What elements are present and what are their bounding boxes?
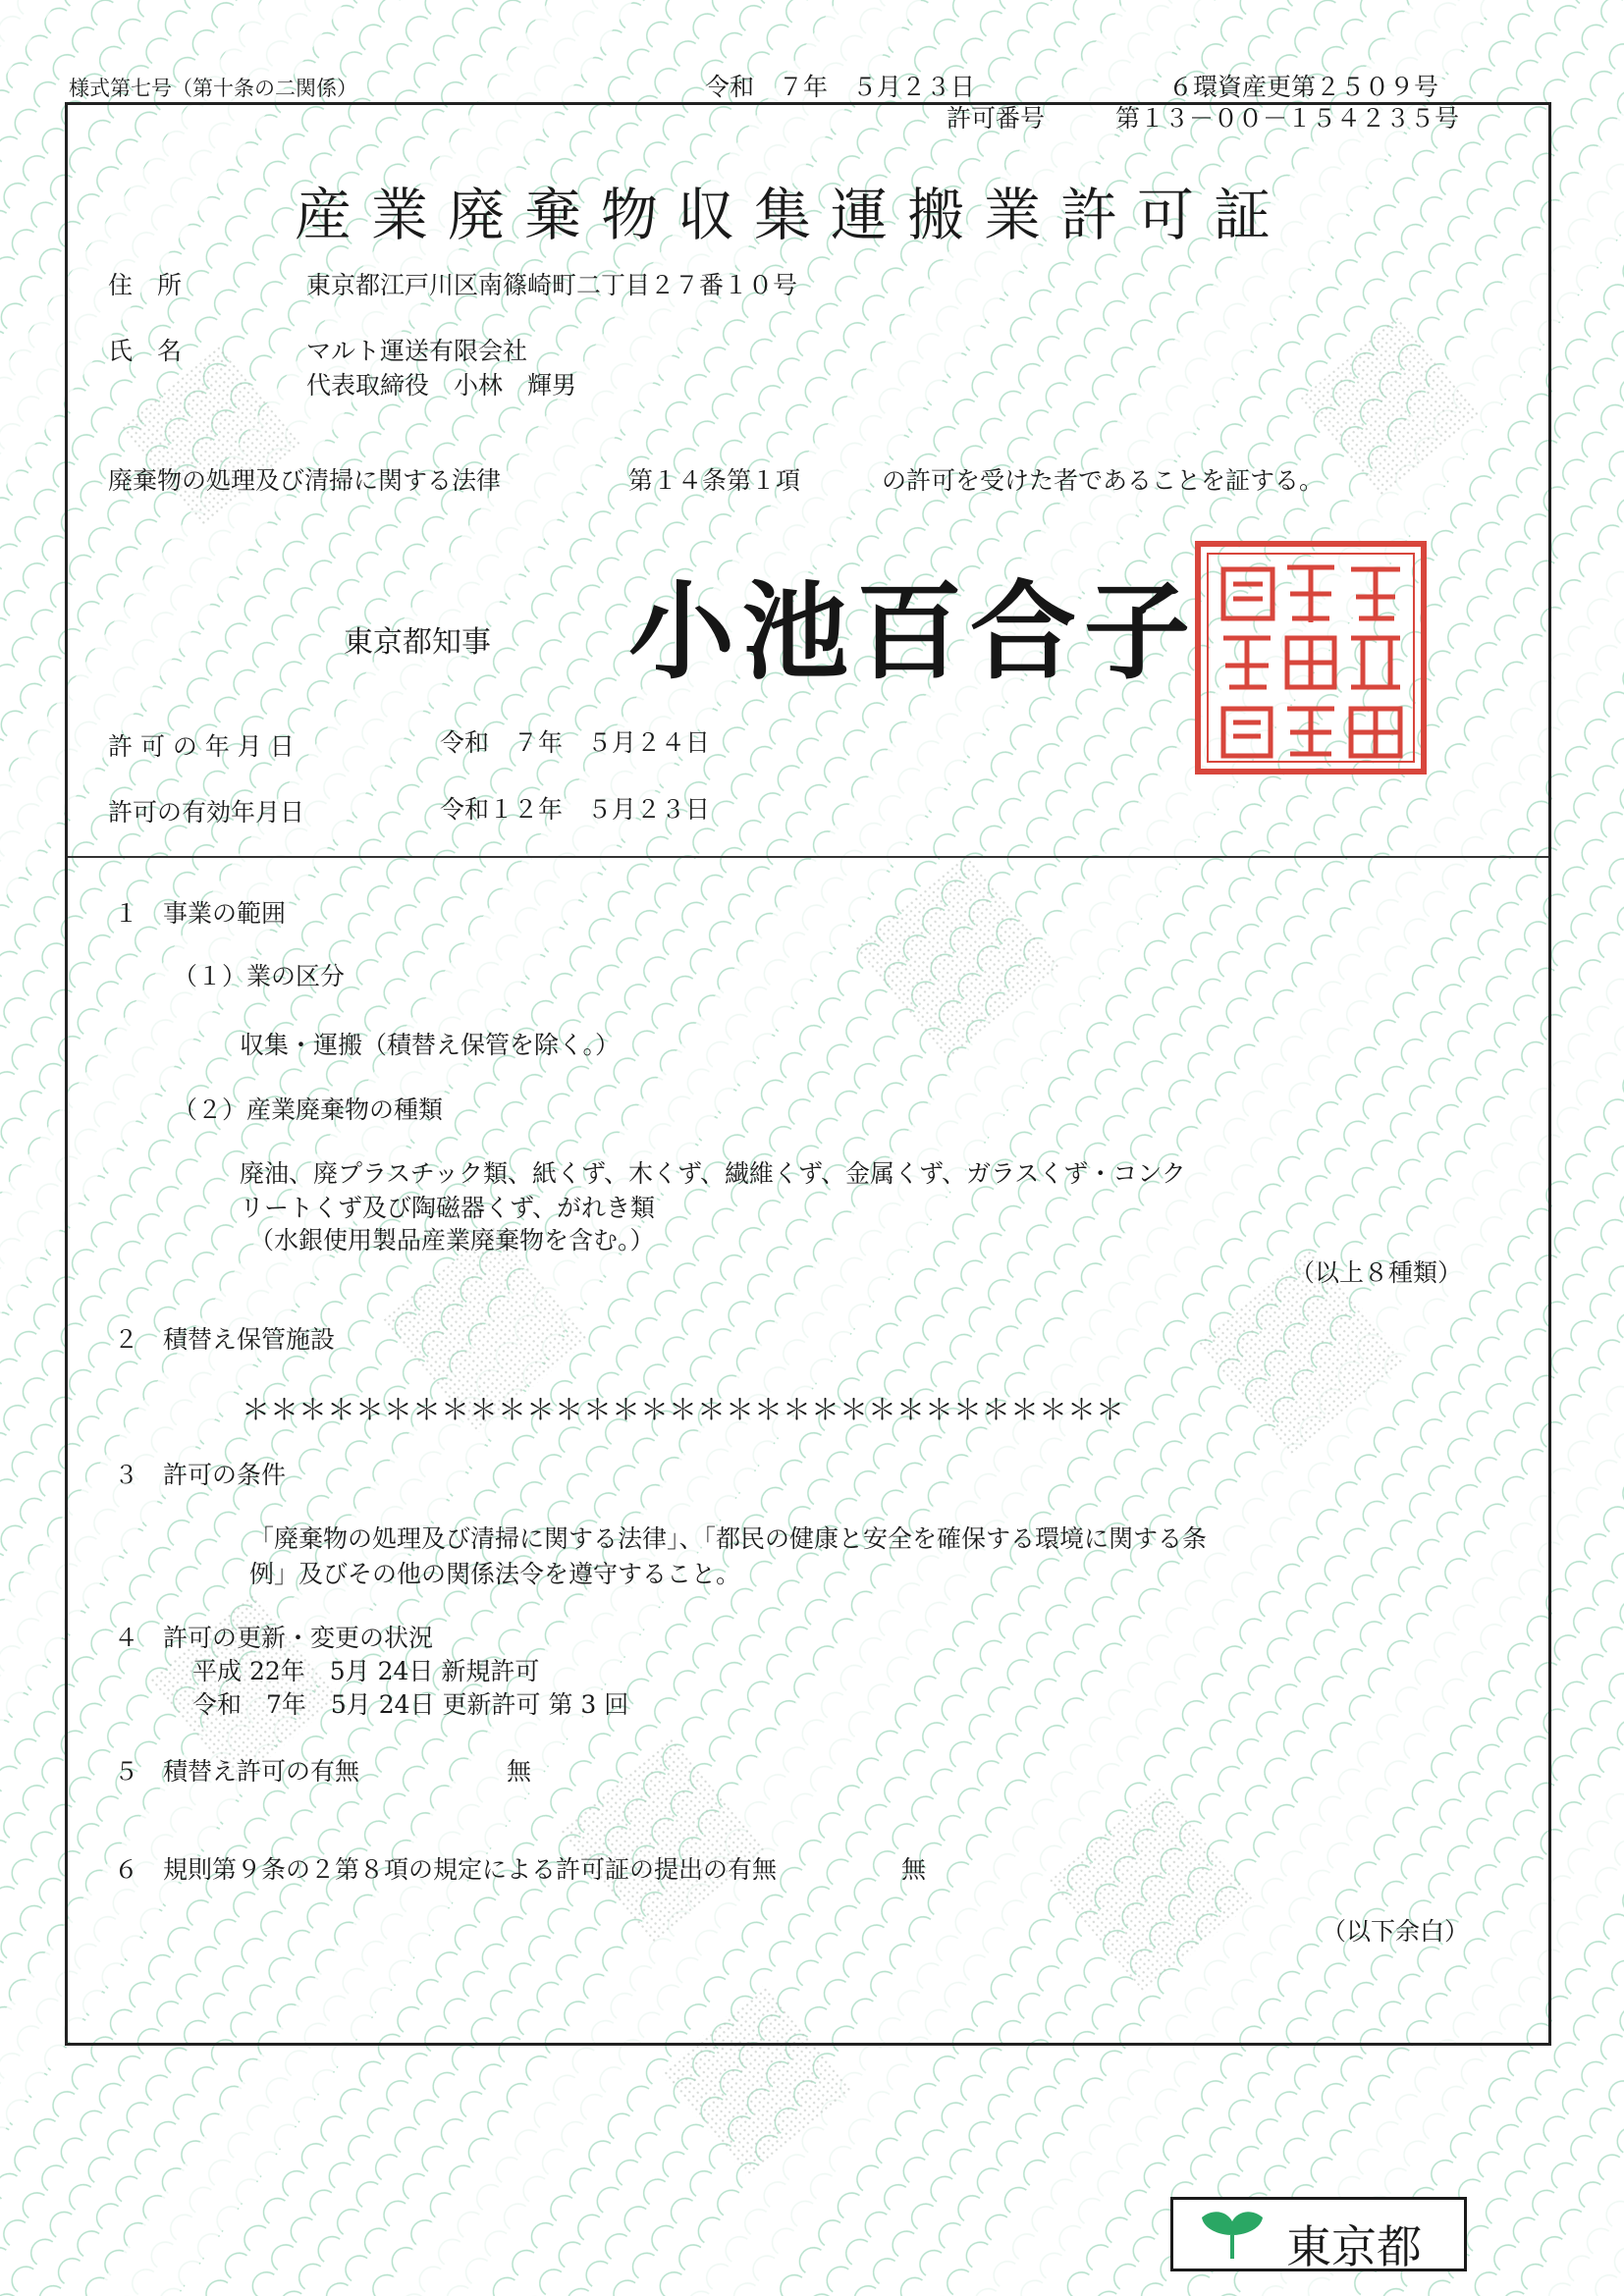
permit-submission-value: 無 [901,1855,927,1884]
conditions-line-2: 例」及びその他の関係法令を遵守すること。 [249,1560,741,1588]
company-name: マルト運送有限会社 [306,337,528,365]
permit-date-value: 令和 ７年 ５月２４日 [440,728,711,757]
document-number: ６環資産更第２５０９号 [1168,73,1439,101]
certification-statement: の許可を受けた者であることを証する。 [882,466,1325,495]
closing-note: （以下余白） [1322,1917,1470,1946]
conditions-line-1: 「廃棄物の処理及び清掃に関する法律」、「都民の健康と安全を確保する環境に関する条 [249,1524,1208,1553]
name-label: 氏 名 [108,337,183,365]
certificate-title: 産業廃棄物収集運搬業許可証 [295,182,1291,248]
section-1-heading: １ 事業の範囲 [114,899,287,928]
section-3-heading: ３ 許可の条件 [114,1461,287,1489]
section-divider [68,856,1548,858]
waste-types-line-1: 廃油、廃プラスチック類、紙くず、木くず、繊維くず、金属くず、ガラスくず・コンク [240,1159,1186,1188]
storage-facility-value: ＊＊＊＊＊＊＊＊＊＊＊＊＊＊＊＊＊＊＊＊＊＊＊＊＊＊＊＊＊＊＊ [242,1393,1125,1426]
section-5-heading: ５ 積替え許可の有無 [114,1757,360,1786]
history-line-1: 平成 22年 5月 24日 新規許可 [192,1657,540,1685]
issuer-title: 東京都知事 [344,625,491,660]
certification-article: 第１４条第１項 [628,466,801,495]
expiry-date-label: 許可の有効年月日 [108,798,305,827]
section-2-heading: ２ 積替え保管施設 [114,1325,336,1354]
business-category-body: 収集・運搬（積替え保管を除く。） [240,1031,621,1059]
governor-signature: 小池百合子 [628,570,1199,694]
section-4-heading: ４ 許可の更新・変更の状況 [114,1624,434,1652]
form-label: 様式第七号（第十条の二関係） [69,77,357,100]
waste-types-heading: （２）産業廃棄物の種類 [173,1095,444,1124]
permit-number-label: 許可番号 [947,104,1046,133]
business-category-heading: （１）業の区分 [173,962,346,990]
section-6-heading: ６ 規則第９条の２第８項の規定による許可証の提出の有無 [114,1855,778,1884]
permit-date-label: 許 可 の 年 月 日 [108,732,295,761]
official-seal [1194,540,1428,775]
certificate-frame [65,102,1551,2046]
representative-name: 代表取締役 小林 輝男 [306,371,577,400]
waste-types-line-2: リートくず及び陶磁器くず、がれき類 [240,1194,656,1222]
history-line-2: 令和 7年 5月 24日 更新許可 第 3 回 [192,1690,629,1719]
address-label: 住 所 [108,271,183,299]
permit-number-value: 第１３－００－１５４２３５号 [1115,104,1460,133]
certification-law: 廃棄物の処理及び清掃に関する法律 [108,466,502,495]
tokyo-logo-text: 東京都 [1286,2220,1422,2273]
ginkgo-leaf-icon [1198,2206,1267,2261]
waste-types-line-3: （水銀使用製品産業廃棄物を含む。） [249,1226,655,1255]
address-value: 東京都江戸川区南篠崎町二丁目２７番１０号 [306,271,798,299]
transfer-permit-value: 無 [507,1757,532,1786]
issue-date: 令和 ７年 ５月２３日 [705,73,976,101]
expiry-date-value: 令和１２年 ５月２３日 [440,795,711,824]
waste-types-total: （以上８種類） [1290,1258,1463,1287]
